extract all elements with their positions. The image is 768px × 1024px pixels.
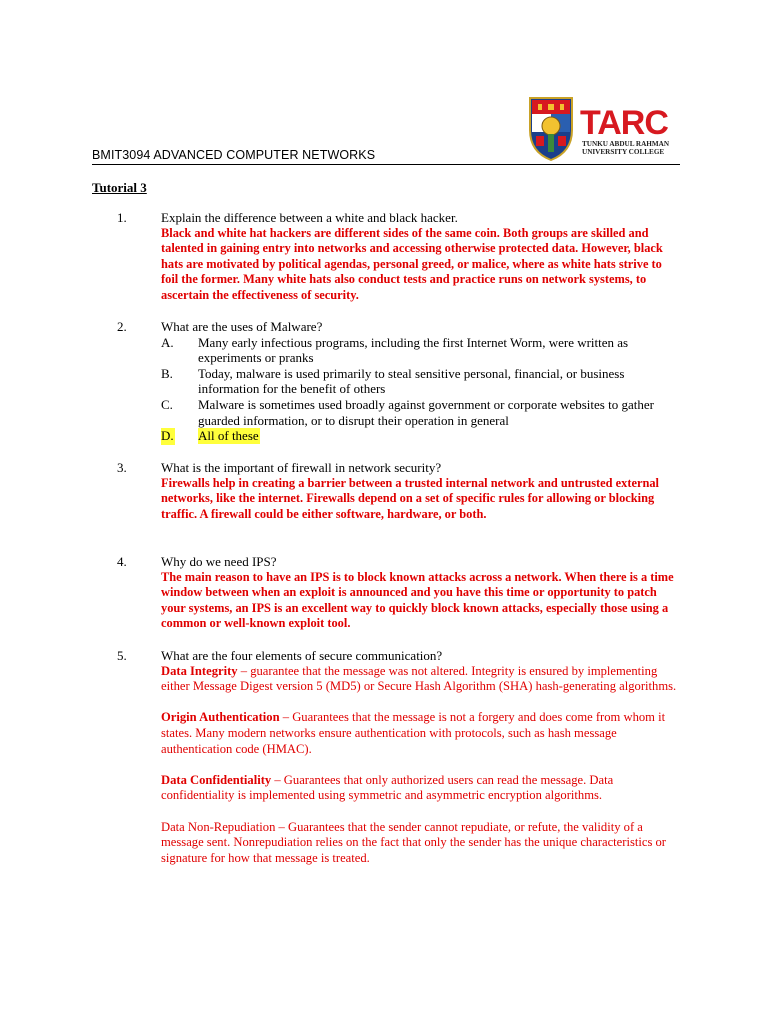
question-text: What are the uses of Malware? [161,319,323,334]
question-2 [92,319,682,444]
element-desc: Guarantees that the sender cannot repudiate, or refute, the validity of a message sent. Nonrepudiation relies on the fact that only the sender has the unique characteristics or signature for how that message is treated. [161,819,666,865]
element-data-non-repudiation [161,820,682,867]
element-term: Data Integrity [161,663,238,678]
option-text: All of these [198,428,259,444]
element-separator: – [271,772,284,787]
header-divider [92,164,680,165]
question-number: 2. [117,319,127,334]
question-5 [92,648,682,866]
option-letter: D. [161,428,174,444]
question-text: Explain the difference between a white and black hacker. [161,210,458,225]
course-header: BMIT3094 ADVANCED COMPUTER NETWORKS [92,148,376,162]
element-term: Data Confidentiality [161,772,272,787]
element-data-confidentiality [161,773,682,804]
answer-text: The main reason to have an IPS is to block known attacks across a network. When there is a time window between when an exploit is announced and you have this time or opportunity to patch your systems, an IPS is an excellent way to quickly block known attacks, especially those using a common or well-known exploit tool. [161,569,674,631]
option-text: Malware is sometimes used broadly against government or corporate websites to gather guarded information, or to disrupt their operation in general [198,396,654,428]
option-b [161,366,682,397]
answer-text: Black and white hat hackers are different sides of the same coin. Both groups are skilled and talented in gaining entry into networks and accessing otherwise protected data. However, black hats are motivated by political agendas, personal greed, or malice, where as white hats strive to foil the former. Many white hats also conduct tests and practice runs on network systems, to ascertain the effectiveness of security. [161,225,663,302]
option-text: Many early infectious programs, including the first Internet Worm, were written as experiments or pranks [198,334,629,366]
element-term: Data Non-Repudiation [161,819,276,834]
element-desc: Guarantees that only authorized users can read the message. Data confidentiality is implemented using symmetric and asymmetric encryption algorithms. [161,772,614,803]
logo-text: TARC [580,104,668,142]
element-separator: – [275,819,288,834]
question-text: What is the important of firewall in network security? [161,460,442,475]
question-text: What are the four elements of secure communication? [161,648,443,663]
option-d-correct [161,428,682,444]
element-data-integrity [161,664,682,695]
element-separator: – [279,710,293,725]
question-text: Why do we need IPS? [161,554,277,569]
question-number: 1. [117,210,127,225]
question-4 [92,554,682,632]
element-origin-authentication [161,710,682,757]
option-letter: A. [161,334,174,350]
logo-subtitle-2: UNIVERSITY COLLEGE [582,148,665,156]
element-desc: Guarantees that the message is not a forgery and does come from whom it states. Many modern networks ensure authentication with protocols, such as hash message authentication code (HMAC). [161,710,666,756]
option-letter: C. [161,396,173,412]
tarc-logo [528,96,678,162]
question-1 [92,210,682,304]
answer-text: Firewalls help in creating a barrier between a trusted internal network and untrusted external networks, like the internet. Firewalls depend on a set of specific rules for allowing or blocking traffic. A firewall could be either software, hardware, or both. [161,475,659,521]
option-a [161,335,682,366]
tutorial-title: Tutorial 3 [92,180,147,195]
logo-subtitle-1: TUNKU ABDUL RAHMAN [582,140,670,148]
question-3 [92,460,682,522]
question-number: 5. [117,648,127,663]
element-desc: guarantee that the message was not altered. Integrity is ensured by implementing either Message Digest version 5 (MD5) or Secure Hash Algorithm (SHA) hash-generating algorithms. [161,663,677,694]
element-separator: – [237,663,251,678]
crest-icon [530,98,572,160]
option-c [161,397,682,428]
question-number: 4. [117,554,127,569]
element-term: Origin Authentication [161,710,280,725]
option-text: Today, malware is used primarily to steal sensitive personal, financial, or business information for the benefit of others [198,365,625,397]
option-letter: B. [161,365,173,381]
question-number: 3. [117,460,127,475]
